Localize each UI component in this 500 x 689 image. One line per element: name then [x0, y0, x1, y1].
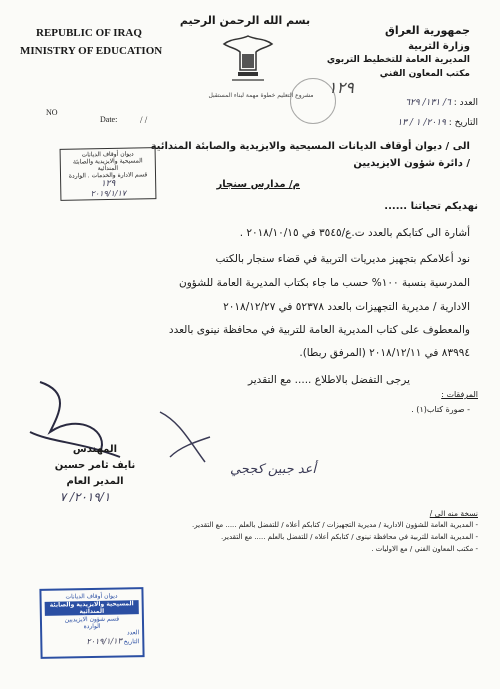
bismillah: بسم الله الرحمن الرحيم: [179, 14, 311, 27]
reference-value: ٦/ ١٣١/ ٦٢٩: [405, 98, 451, 108]
copies-label: نسخة منه الى /: [429, 509, 478, 518]
stamp-bottom-date-row: [45, 636, 139, 647]
body-paragraph-2-line2: المدرسية بنسبة ١٠٠% حسب ما جاء بكتاب المديرية العامة للشؤون: [179, 277, 470, 289]
date-row: [330, 118, 478, 128]
english-header-line2: MINISTRY OF EDUCATION: [20, 45, 163, 57]
date-label: Date:: [100, 115, 118, 124]
stamp-bottom-date: ٢٠١٩/١/١٣: [86, 636, 122, 647]
reference-label: العدد :: [453, 98, 478, 108]
attachments-item: - صورة كتاب(١) .: [411, 405, 470, 414]
body-paragraph-1: أشارة الى كتابكم بالعدد ت.ع/٣٥٤٥ في ٢٠١٨/١٠/١٥ .: [239, 227, 470, 239]
stamp-bottom-subtitle: المسيحية والايزيدية والصابئة المندائية: [45, 600, 139, 616]
recipient-line2: / دائرة شؤون الايزيديين: [353, 158, 470, 169]
incoming-stamp-top: [60, 147, 157, 201]
stamp-top-number: ١٢٩: [100, 178, 116, 190]
signatory-position: المدير العام: [66, 476, 124, 487]
stamp-top-title: ديوان أوقاف الديانات: [81, 150, 134, 159]
body-paragraph-2-line3: الادارية / مديرية التجهيزات بالعدد ٥٢٣٧٨ في ٢٠١٨/١٢/٢٧: [223, 301, 470, 313]
stamp-bottom-title: ديوان أوقاف الديانات: [65, 592, 118, 601]
body-paragraph-2-line1: نود أعلامكم بتجهيز مديريات التربية في قضاء سنجار بالكتب: [215, 253, 470, 265]
signatory-name: نايف ثامر حسين: [54, 460, 136, 471]
copies-item-1: - المديرية العامة للشؤون الادارية / مديرية التجهيزات / كتابكم أعلاه / للتفضل بالعلم ..... مع التقدير.: [192, 521, 478, 529]
date-arabic-value: ٢٠١٩/ ١ / ١٣: [397, 118, 446, 128]
body-paragraph-2-line5: ٨٣٩٩٤ في ٢٠١٨/١٢/١١ (المرفق ربطا).: [299, 347, 470, 359]
no-label: NO: [46, 108, 58, 117]
closing-line: يرجى التفضل بالاطلاع ..... مع التقدير: [247, 374, 410, 386]
arabic-header-line2: وزارة التربية: [408, 41, 470, 52]
recipient-line1: الى / ديوان أوقاف الديانات المسيحية والايزيدية والصابئة المندائية: [150, 141, 470, 152]
signatory-date: ٢٠١٩/١/ ٧: [59, 490, 111, 504]
iraq-emblem-icon: [218, 30, 278, 92]
signature-scribble: [10, 372, 130, 472]
arabic-header-line4: مكتب المعاون الفني: [379, 69, 470, 79]
handwritten-number-mark: ١٢٩: [328, 78, 354, 97]
stamp-top-subtitle: المسيحية والايزيدية والصابئة المندائية: [72, 157, 143, 173]
attachments-label: المرفقات :: [441, 390, 478, 399]
stamp-bottom-incoming: الواردة: [83, 622, 101, 631]
english-header-line1: REPUBLIC OF IRAQ: [36, 27, 142, 39]
signatory-title: المهندس: [72, 444, 118, 455]
date-arabic-label: التاريخ :: [448, 118, 478, 128]
handwritten-note: أعد جبين كججي: [229, 462, 317, 477]
stamp-bottom-dept: قسم شؤون الايزيديين: [64, 615, 120, 624]
date-slashes: / /: [140, 115, 148, 125]
arabic-header-line3: المديرية العامة للتخطيط التربوي: [326, 55, 470, 65]
arabic-header-line1: جمهورية العراق: [385, 24, 470, 37]
subject-line: م/ مدارس سنجار: [216, 179, 300, 190]
annotation-scribble: [150, 402, 220, 472]
stamp-top-date: ٢٠١٩/١/١٧: [90, 188, 127, 199]
greeting: نهديكم تحياتنا ......: [384, 201, 478, 212]
incoming-stamp-bottom: [39, 587, 144, 659]
copies-item-3: - مكتب المعاون الفني / مع الاوليات .: [371, 545, 478, 553]
reference-number-row: [360, 98, 478, 108]
emblem-caption: مشروع التعليم خطوة مهمة لبناء المستقبل: [208, 92, 314, 99]
body-paragraph-2-line4: والمعطوف على كتاب المديرية العامة للتربية في محافظة نينوى بالعدد: [168, 324, 470, 336]
stamp-bottom-adad-label: العدد: [126, 629, 140, 637]
copies-item-2: - المديرية العامة للتربية في محافظة نينوى / كتابكم أعلاه / للتفضل بالعلم ..... مع التقدير.: [220, 533, 478, 541]
stamp-top-dept: قسم الادارة والخدمات . الواردة: [68, 171, 148, 180]
stamp-bottom-tarikh-label: التاريخ: [123, 638, 140, 646]
